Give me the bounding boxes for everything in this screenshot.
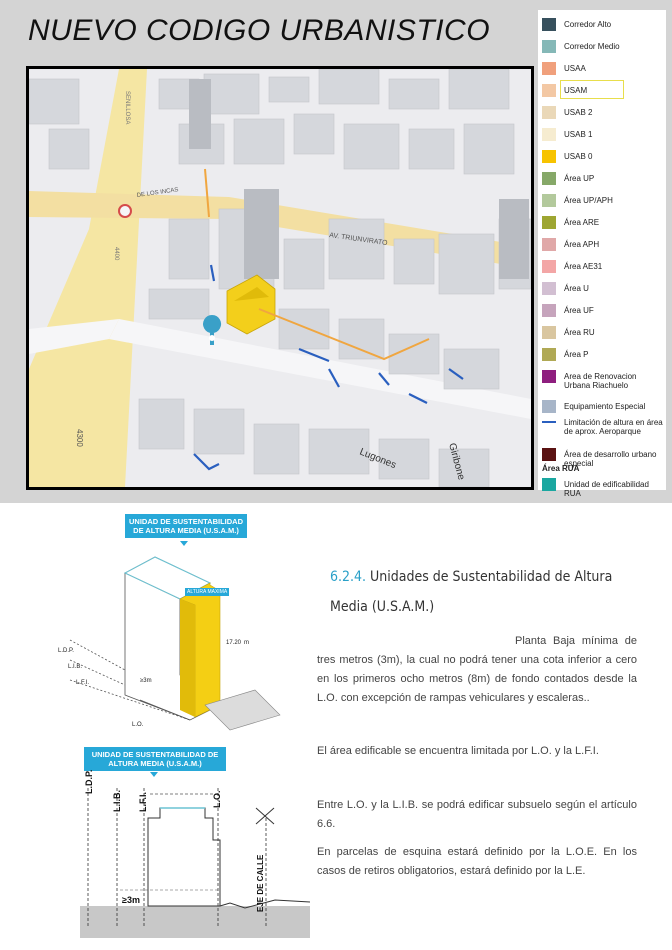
depth-label: ≥3m xyxy=(140,678,152,684)
legend-label: Corredor Medio xyxy=(564,42,620,51)
altura-maxima-label: ALTURA MAXIMA xyxy=(187,589,228,595)
paragraph-2: El área edificable se encuentra limitada por L.O. y la L.F.I. xyxy=(317,745,599,757)
legend-label: Área ARE xyxy=(564,218,600,227)
lfi-label: L.F.I. xyxy=(138,792,148,812)
legend-swatch xyxy=(542,62,556,75)
street-label: Giribone xyxy=(446,441,467,482)
legend-highlight xyxy=(560,80,624,99)
legend-label: Área UP/APH xyxy=(564,196,613,205)
height-unit: m xyxy=(244,640,249,646)
street-label: AV. TRIUNVIRATO xyxy=(328,232,388,248)
depth-label: ≥3m xyxy=(122,895,140,905)
legend-swatch xyxy=(542,172,556,185)
paragraph-1: Planta Baja mínima de tres metros (3m), la cual no podrá tener una cota inferior a cero en los primeros ocho metros (8m) de fondo contados desde la L.O. con excepción de rampas vehiculares y escaleras.. xyxy=(317,635,637,704)
diagram-top-badge: UNIDAD DE SUSTENTABILIDAD DE ALTURA MEDIA (U.S.A.M.) xyxy=(125,514,247,538)
page-title: NUEVO CODIGO URBANISTICO xyxy=(28,14,491,47)
legend-swatch xyxy=(542,150,556,163)
legend-label: Área UP xyxy=(564,174,595,183)
section-title: Unidades de Sustentabilidad de Altura Media (U.S.A.M.) xyxy=(330,569,613,615)
legend-label: Área P xyxy=(564,350,589,359)
legend-label: Área RU xyxy=(564,328,595,337)
legend-swatch xyxy=(542,304,556,317)
legend-swatch xyxy=(542,326,556,339)
section-number: 6.2.4. xyxy=(330,569,367,585)
isometric-diagram xyxy=(50,545,290,735)
legend-swatch xyxy=(542,400,556,413)
legend-swatch xyxy=(542,448,556,461)
lfi-label: L.F.I. xyxy=(76,680,90,686)
street-label: 4400 xyxy=(113,247,119,261)
legend-swatch xyxy=(542,216,556,229)
legend-swatch xyxy=(542,260,556,273)
legend-label: Área UF xyxy=(564,306,594,315)
paragraph-3: Entre L.O. y la L.I.B. se podrá edificar subsuelo según el artículo 6.6. xyxy=(317,799,637,830)
paragraph-4: En parcelas de esquina estará definido por la L.O.E. En los casos de retiros obligatorios, estará definido por la L.E. xyxy=(317,846,637,877)
map-view[interactable] xyxy=(26,66,534,490)
lo-label: L.O. xyxy=(212,790,222,808)
legend-swatch xyxy=(542,238,556,251)
lib-label: L.I.B. xyxy=(68,664,83,670)
diagram-bottom-badge: UNIDAD DE SUSTENTABILIDAD DE ALTURA MEDIA (U.S.A.M.) xyxy=(84,747,226,771)
street-label: 4300 xyxy=(75,429,84,447)
legend-label: USAB 1 xyxy=(564,130,593,139)
legend-label: USAB 2 xyxy=(564,108,593,117)
legend-label: Corredor Alto xyxy=(564,20,612,29)
legend-swatch xyxy=(542,84,556,97)
legend-swatch xyxy=(542,421,556,423)
legend-label: USAM xyxy=(564,86,588,95)
legend-swatch xyxy=(542,370,556,383)
lo-label: L.O. xyxy=(132,722,144,728)
legend-label: Área U xyxy=(564,284,589,293)
street-label: Lugones xyxy=(357,446,398,472)
legend-swatch xyxy=(542,478,556,491)
lib-label: L.I.B. xyxy=(112,790,122,812)
legend-label: Equipamiento Especial xyxy=(564,402,646,411)
badge-pointer xyxy=(150,772,158,777)
street-label: DE LOS INCAS xyxy=(136,187,179,199)
legend-group-heading: Área RUA xyxy=(542,464,580,473)
legend-label: Área APH xyxy=(564,240,600,249)
section-heading xyxy=(330,562,650,622)
axis-label: EJE DE CALLE xyxy=(256,854,265,912)
map-canvas xyxy=(29,69,531,487)
legend-label: Área AE31 xyxy=(564,262,603,271)
legend-label: Area de Renovacion Urbana Riachuelo xyxy=(564,372,637,390)
street-label: SENILLOSA xyxy=(124,91,130,125)
legend-swatch xyxy=(542,194,556,207)
height-value: 17.20 xyxy=(226,640,242,646)
legend-swatch xyxy=(542,106,556,119)
legend-swatch xyxy=(542,18,556,31)
ldp-label: L.D.P. xyxy=(84,769,94,794)
ldp-label: L.D.P. xyxy=(58,648,74,654)
legend-swatch xyxy=(542,282,556,295)
legend-label: Área de desarrollo urbano especial xyxy=(564,450,657,468)
legend-label: Unidad de edificabilidad RUA xyxy=(564,480,649,498)
legend-swatch xyxy=(542,128,556,141)
legend-label: USAB 0 xyxy=(564,152,593,161)
legend-label: USAA xyxy=(564,64,586,73)
legend-label: Limitación de altura en área de aprox. Aeroparque xyxy=(564,418,663,436)
legend-swatch xyxy=(542,348,556,361)
legend-swatch xyxy=(542,40,556,53)
